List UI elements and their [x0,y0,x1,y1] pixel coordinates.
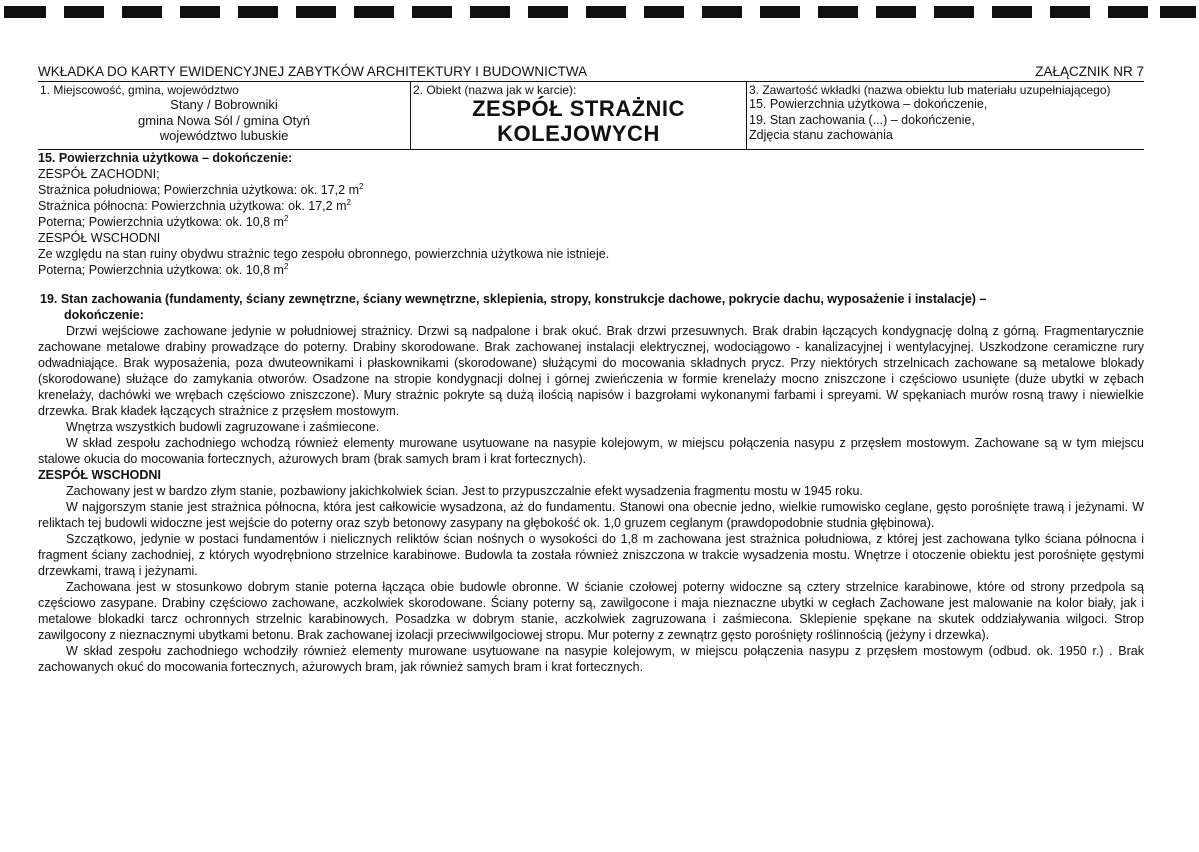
scan-mark [122,6,162,18]
object-name: KOLEJOWYCH [497,121,660,146]
paragraph: Wnętrza wszystkich budowli zagruzowane i zaśmiecone. [66,420,380,434]
contents-line: Zdjęcia stanu zachowania [749,128,893,142]
location-box [38,82,411,149]
area-note: Ze względu na stan ruiny obydwu strażnic tego zespołu obronnego, powierzchnia użytkowa nie istnieje. [38,247,610,261]
contents-box [747,82,1144,149]
scan-mark [180,6,220,18]
scan-mark [296,6,336,18]
scan-mark [1108,6,1148,18]
location-label: 1. Miejscowość, gmina, województwo [40,83,239,97]
area-line: Strażnica północna: Powierzchnia użytkowa: ok. 17,2 $m^2$ [38,197,351,213]
area-line: Poterna; Powierzchnia użytkowa: ok. 10,8 $m^2$ [38,261,289,277]
paragraph: Zachowany jest w bardzo złym stanie, pozbawiony jakichkolwiek ścian. Jest to przypuszczalnie efekt wysadzenia fragmentu mostu w 1945 roku. [66,484,863,498]
scan-mark [992,6,1032,18]
scan-mark [412,6,452,18]
scan-mark [644,6,684,18]
paragraph: W skład zespołu zachodniego wchodzą również elementy murowane usytuowane na nasypie kolejowym, w miejscu połączenia nasypu z przęsłem mostowym. Zachowane są w tym miejscu stalowe okucia do mocowania fortecznych, ażurowych bram (brak samych bram i krat fortecznych). [38,436,1144,466]
header-table [38,82,1144,150]
scan-mark [934,6,974,18]
scan-mark [528,6,568,18]
group-heading: ZESPÓŁ WSCHODNI [38,231,161,245]
superscript: 2 [346,197,351,207]
scan-mark [470,6,510,18]
location-line: Stany / Bobrowniki [170,97,278,112]
group-heading: ZESPÓŁ ZACHODNI; [38,167,160,181]
superscript: 2 [283,213,289,223]
scan-mark [64,6,104,18]
scan-mark [818,6,858,18]
contents-label: 3. Zawartość wkładki (nazwa obiektu lub materiału uzupełniającego) [749,83,1111,97]
area-line: Poterna; Powierzchnia użytkowa: ok. 10,8 $m^2$ [38,213,289,229]
superscript: 2 [283,261,289,271]
object-name: ZESPÓŁ STRAŻNIC [472,96,685,121]
scan-mark [354,6,394,18]
scan-binding-marks [0,6,1199,20]
document-body [38,150,1144,675]
scan-mark [702,6,742,18]
object-label: 2. Obiekt (nazwa jak w karcie): [413,83,577,97]
section-19-title: 19. Stan zachowania (fundamenty, ściany zewnętrzne, ściany wewnętrzne, sklepienia, stropy, konstrukcje dachowe, pokrycie dachu, wyposażenie i instalacje) – dokończenie: [40,292,987,322]
area-line: Strażnica południowa; Powierzchnia użytkowa: ok. 17,2 $m^2$ [38,181,364,197]
subsection-heading: ZESPÓŁ WSCHODNI [38,468,161,482]
paragraph: W skład zespołu zachodniego wchodziły również elementy murowane usytuowane na nasypie kolejowym, w miejscu połączenia nasypu z przęsłem mostowym (odbud. ok. 1950 r.) . Brak zachowanych okuć do mocowania fortecznych, ażurowych bram, jak również samych bram i krat fortecznych. [38,644,1144,674]
scan-mark [238,6,278,18]
scan-mark [760,6,800,18]
attachment-label: ZAŁĄCZNIK NR 7 [1035,64,1144,79]
location-line: gmina Nowa Sól / gmina Otyń [138,112,310,128]
scan-mark [1160,6,1196,18]
section-15-title: 15. Powierzchnia użytkowa – dokończenie: [38,151,293,165]
object-box [411,82,747,149]
location-line: województwo lubuskie [159,128,289,143]
scan-mark [1050,6,1090,18]
document-header [38,64,1144,82]
paragraph: Zachowana jest w stosunkowo dobrym stanie poterna łącząca obie budowle obronne. W ścianie czołowej poterny widoczne są cztery strzelnice karabinowe, które od strony przedpola są częściowo zasypane. Drabiny częściowo zachowane, aczkolwiek skorodowane. Ściany poterny są, zawilgocone i maja nieznaczne ubytki w cegłach Zachowane jest malowanie na kolor biały, jak i metalowe blokadki tarcz ochronnych strzelnic karabinowych. Posadzka w dobrym stanie, aczkolwiek zagruzowana i zaśmiecona. Sklepienie spękane na skutek oddziaływania wilgoci. Strop zawilgocony z nieznacznymi ubytkami betonu. Brak zachowanej izolacji przeciwwilgociowej stropu. Mur poterny z zewnątrz gęsto porośnięty roślinnością (jeżyny i drzewka). [38,580,1144,642]
scan-mark [586,6,626,18]
paragraph: Szczątkowo, jedynie w postaci fundamentów i nielicznych reliktów ścian nośnych o wysokości do 1,8 m zachowana jest strażnica południowa, z której jest zachowana tylko ściana północna i fragment ściany zachodniej, z których wyodrębniono strzelnice karabinowe. Budowla ta została również zniszczona w trakcie wysadzenia mostu. Wnętrze i otoczenie obiektu jest porośnięte gęstymi drzewkami, trawą i jeżynami. [38,532,1144,578]
document-page [38,64,1144,675]
scan-mark [876,6,916,18]
paragraph: Drzwi wejściowe zachowane jedynie w południowej strażnicy. Drzwi są nadpalone i brak okuć. Brak drzwi przesuwnych. Brak drabin łączących kondygnację dolną z górną. Fragmentarycznie zachowane metalowe drabiny prowadzące do poterny. Drabiny skorodowane. Brak zachowanej instalacji elektrycznej, wodociągowo - kanalizacyjnej i wentylacyjnej. Uszkodzone ceramiczne rury odwadniające. Brak wyposażenia, poza dwuteownikami i płaskownikami (skorodowane) służącymi do mocowania składnych prycz. Przy niektórych strzelnicach zachowane są metalowe blokady (skorodowane) służące do zamykania otworów. Osadzone na stropie kondygnacji dolnej i górnej zwieńczenia w formie krenelaży mocno zniszczone i częściowo usunięte (duże ubytki w zębach krenelaży, dachówki we wrębach częściowo zniszczone). Mury strażnic pokryte są dużą ilością napisów i bazgrołami wykonanymi farbami i spreyami. W spękaniach murów rosną trawy i niewielkie drzewka. Brak kładek łączących strażnice z przęsłem mostowym. [38,324,1144,418]
document-title: WKŁADKA DO KARTY EWIDENCYJNEJ ZABYTKÓW ARCHITEKTURY I BUDOWNICTWA [38,64,588,79]
contents-line: 19. Stan zachowania (...) – dokończenie, [749,112,975,127]
superscript: 2 [359,181,364,191]
paragraph: W najgorszym stanie jest strażnica północna, która jest całkowicie wysadzona, aż do fundamentu. Stanowi ona obecnie jedno, wielkie rumowisko ceglane, gęsto porośnięte trawą i jeżynami. W reliktach tej budowli widoczne jest wejście do poterny oraz szyb betonowy zasypany na głębokość ok. 1,0 gruzem ceglanym (prawdopodobnie studnia głębinowa). [38,500,1144,530]
contents-line: 15. Powierzchnia użytkowa – dokończenie, [749,97,988,111]
scan-mark [4,6,46,18]
